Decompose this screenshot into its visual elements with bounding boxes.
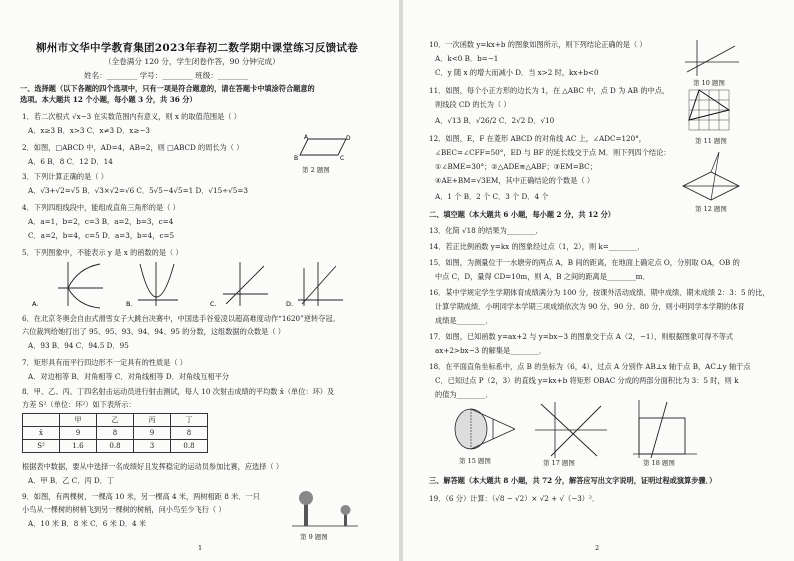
question-1: 1．若二次根式 √x−3 在实数范围内有意义，则 x 的取值范围是（ ） — [22, 112, 241, 121]
question-10-graph — [681, 38, 741, 78]
exam-page-right — [403, 0, 794, 561]
trees-figure — [290, 490, 360, 530]
question-17-figure — [531, 400, 611, 460]
table-cell: 0.8 — [171, 440, 208, 453]
question-5: 5．下列图象中，不能表示 y 是 x 的函数的是（ ） — [22, 248, 183, 257]
question-5-graphs — [28, 260, 378, 310]
score-table — [22, 413, 208, 453]
question-2-options: A．6 B．8 C．12 D．14 — [28, 157, 113, 166]
graph-c — [223, 262, 268, 306]
question-17-line-2: ax+2>bx−3 的解集是________． — [435, 346, 547, 355]
table-header-row — [23, 414, 208, 427]
question-12-rhombus-figure — [679, 148, 743, 202]
parallelogram-figure — [290, 135, 350, 161]
table-cell: 9 — [60, 427, 97, 440]
question-11-figure-caption: 第 11 题图 — [695, 137, 727, 145]
question-13: 13．化简 √18 的结果为________． — [429, 226, 543, 235]
table-row — [23, 440, 208, 453]
question-12-figure-caption: 第 12 题图 — [695, 205, 727, 213]
question-12-options: A．1 个 B．2 个 C．3 个 D．4 个 — [435, 192, 549, 201]
svg-text:D: D — [346, 135, 351, 142]
question-9-options: A．10 米 B．8 米 C．6 米 D．4 米 — [28, 519, 147, 528]
question-7: 7．矩形具有而平行四边形不一定具有的性质是（ ） — [22, 358, 187, 367]
question-18-line-2: C．已知过点 P（2，3）的直线 y=kx+b 将矩形 OBAC 分成的两部分面积比为 3：5 时，则 k — [435, 376, 739, 385]
question-17: 17．如图，已知函数 y=ax+2 与 y=bx−3 的图象交于点 A（2，−1），则根据图象可得不等式 — [429, 332, 734, 341]
question-18-figure — [629, 398, 699, 460]
question-18-figure-caption: 第 18 题图 — [643, 459, 675, 467]
table-header-cell — [23, 414, 60, 427]
question-6-options: A．93 B．94 C．94.5 D．95 — [28, 341, 129, 350]
svg-text:B: B — [294, 155, 299, 162]
table-cell: 8 — [97, 427, 134, 440]
question-4: 4．下列四组线段中，能组成直角三角形的是（ ） — [22, 203, 180, 212]
table-row — [23, 427, 208, 440]
question-15-figure-caption: 第 15 题图 — [459, 457, 491, 465]
question-6: 6．在北京冬奥会自由式滑雪女子大跳台决赛中，中国选手谷爱凌以超高难度动作“1620”逆转夺冠。 — [22, 314, 340, 323]
section-choice-heading-2: 选项。本大题共 12 个小题，每小题 3 分，共 36 分） — [20, 95, 197, 104]
graph-a — [58, 262, 103, 308]
table-cell: 8 — [171, 427, 208, 440]
question-8-line-2: 方差 S²（单位：环²）如下表所示： — [22, 400, 136, 409]
question-9: 9．如图，有两棵树，一棵高 10 米，另一棵高 4 米，两树相距 8 米．一只 — [22, 492, 260, 501]
question-8: 8．甲、乙、丙、丁四名射击运动员进行射击测试，每人 10 次射击成绩的平均数 x̄（单位：环）及 — [22, 387, 335, 396]
question-10-options-cd: C．y 随 x 的增大而减小 D．当 x>2 时，kx+b<0 — [435, 68, 599, 77]
question-10-options-ab: A．k<0 B．b=−1 — [435, 54, 499, 63]
graph-d — [298, 262, 343, 306]
section-fill-heading: 二、填空题（本大题共 6 小题，每小题 2 分，共 12 分） — [429, 210, 615, 219]
question-12: 12．如图，E，F 在菱形 ABCD 的对角线 AC 上，∠ADC=120°， — [429, 134, 646, 143]
question-2-figure-caption: 第 2 题图 — [302, 166, 330, 174]
question-12-line-3: ①∠BME=30°；②△ADE≌△ABF；③EM=BC； — [435, 162, 597, 171]
table-cell: x̄ — [23, 427, 60, 440]
question-12-line-2: ∠BEC=∠CFF=50°，ED 与 BF 的延长线交于点 M．则下列四个结论： — [435, 148, 671, 157]
table-header-cell: 丁 — [171, 414, 208, 427]
question-2: 2．如图，□ABCD 中，AD=4，AB=2，则 □ABCD 的周长为（ ） — [22, 143, 244, 152]
exam-title: 柳州市文华中学教育集团2023年春初二数学期中课堂练习反馈试卷 — [36, 42, 359, 54]
question-17-figure-caption: 第 17 题图 — [543, 459, 575, 467]
page-number: 2 — [595, 544, 600, 552]
table-cell: S² — [23, 440, 60, 453]
table-cell: 1.6 — [60, 440, 97, 453]
question-8-options: A．甲 B．乙 C．丙 D．丁 — [28, 476, 115, 485]
page-number: 1 — [198, 544, 203, 552]
svg-text:C: C — [340, 155, 345, 162]
table-header-cell: 乙 — [97, 414, 134, 427]
question-11-grid-figure — [687, 88, 735, 132]
question-10: 10．一次函数 y=kx+b 的图象如图所示，则下列结论正确的是（ ） — [429, 40, 647, 49]
question-8-line-3: 根据表中数据，要从中选择一名成绩好且发挥稳定的运动员参加比赛，应选择（ ） — [22, 462, 284, 471]
svg-text:A: A — [304, 134, 309, 141]
section-choice-heading: 一、选择题（以下各题的四个选项中，只有一项是符合题意的，请在答题卡中填涂符合题意的 — [20, 84, 315, 93]
question-18-line-3: 的值为________． — [435, 390, 493, 399]
graph-b — [138, 262, 178, 306]
question-9-line-2: 小鸟从一棵树的树梢飞到另一棵树的树梢，问小鸟至少飞行（ ） — [22, 505, 226, 514]
question-11-options: A．√13 B．√26/2 C．2√2 D．√10 — [435, 116, 555, 125]
question-16: 16．某中学规定学生学期体育成绩满分为 100 分，按课外活动成绩、期中成绩、期末成绩 2：3：5 的比， — [429, 288, 770, 297]
table-cell: 0.8 — [97, 440, 134, 453]
question-16-line-2: 计算学期成绩．小明同学本学期三项成绩依次为 90 分、90 分、80 分，则小明同学本学期的体育 — [435, 302, 745, 311]
table-cell: 9 — [134, 427, 171, 440]
question-15-line-2: 中点 C，D，量得 CD=10m，则 A，B 之间的距离是________m． — [435, 272, 650, 281]
graph-d-label: D. — [286, 300, 294, 308]
section-answer-heading: 三、解答题（本大题共 8 小题，共 72 分，解答应写出文字说明，证明过程或演算步骤．） — [429, 476, 717, 485]
question-4-options-cd: C．a=2，b=4，c=5 D．a=3，b=4，c=5 — [28, 231, 175, 240]
exam-subtitle: （全卷满分 120 分，学生闭卷作答，90 分钟完成） — [104, 57, 280, 66]
question-9-figure-caption: 第 9 题图 — [300, 533, 328, 541]
question-15: 15．如图，为测量位于一水塘旁的两点 A，B 间的距离，在地面上确定点 O，分别取 OA，OB 的 — [429, 258, 740, 267]
question-19: 19．（6 分）计算：（√8 − √2）× √2 + √（−3）²． — [429, 494, 600, 503]
question-6-line-2: 六位裁判给她打出了 95、95、93、94、94、95 的分数，这组数据的众数是（ ） — [22, 327, 285, 336]
table-header-cell: 丙 — [134, 414, 171, 427]
question-1-options: A．x≥3 B．x>3 C．x≠3 D．x≥−3 — [28, 126, 150, 135]
graph-c-label: C. — [210, 300, 217, 308]
question-3: 3．下列计算正确的是（ ） — [22, 172, 108, 181]
table-header-cell: 甲 — [60, 414, 97, 427]
question-11-line-2: 则线段 CD 的长为（ ） — [435, 100, 511, 109]
question-16-line-3: 成绩是________． — [435, 316, 493, 325]
table-cell: 3 — [134, 440, 171, 453]
question-12-line-4: ④AE+BM=√3EM，其中正确结论的个数是（ ） — [435, 176, 595, 185]
question-18: 18．在平面直角坐标系中，点 B 的坐标为（6，4），过点 A 分别作 AB⊥x 轴于点 B，AC⊥y 轴于点 — [429, 362, 751, 371]
question-15-figure — [443, 405, 523, 457]
question-10-figure-caption: 第 10 题图 — [693, 79, 725, 87]
graph-b-label: B. — [126, 300, 133, 308]
question-7-options: A．对边相等 B．对角相等 C．对角线相等 D．对角线互相平分 — [28, 372, 230, 381]
question-14: 14．若正比例函数 y=kx 的图象经过点（1，2），则 k=________． — [429, 242, 645, 251]
question-3-options: A．√3+√2=√5 B．√3×√2=√6 C．5√5−4√5=1 D．√15÷√5=3 — [28, 186, 248, 195]
graph-a-label: A. — [32, 300, 39, 308]
student-info-line: 姓名：________ 学号：________ 班级：________ — [84, 71, 249, 80]
question-4-options-ab: A．a=1，b=2，c=3 B．a=2，b=3，c=4 — [28, 217, 174, 226]
question-11: 11．如图，每个小正方形的边长为 1，在 △ABC 中，点 D 为 AB 的中点， — [429, 86, 670, 95]
